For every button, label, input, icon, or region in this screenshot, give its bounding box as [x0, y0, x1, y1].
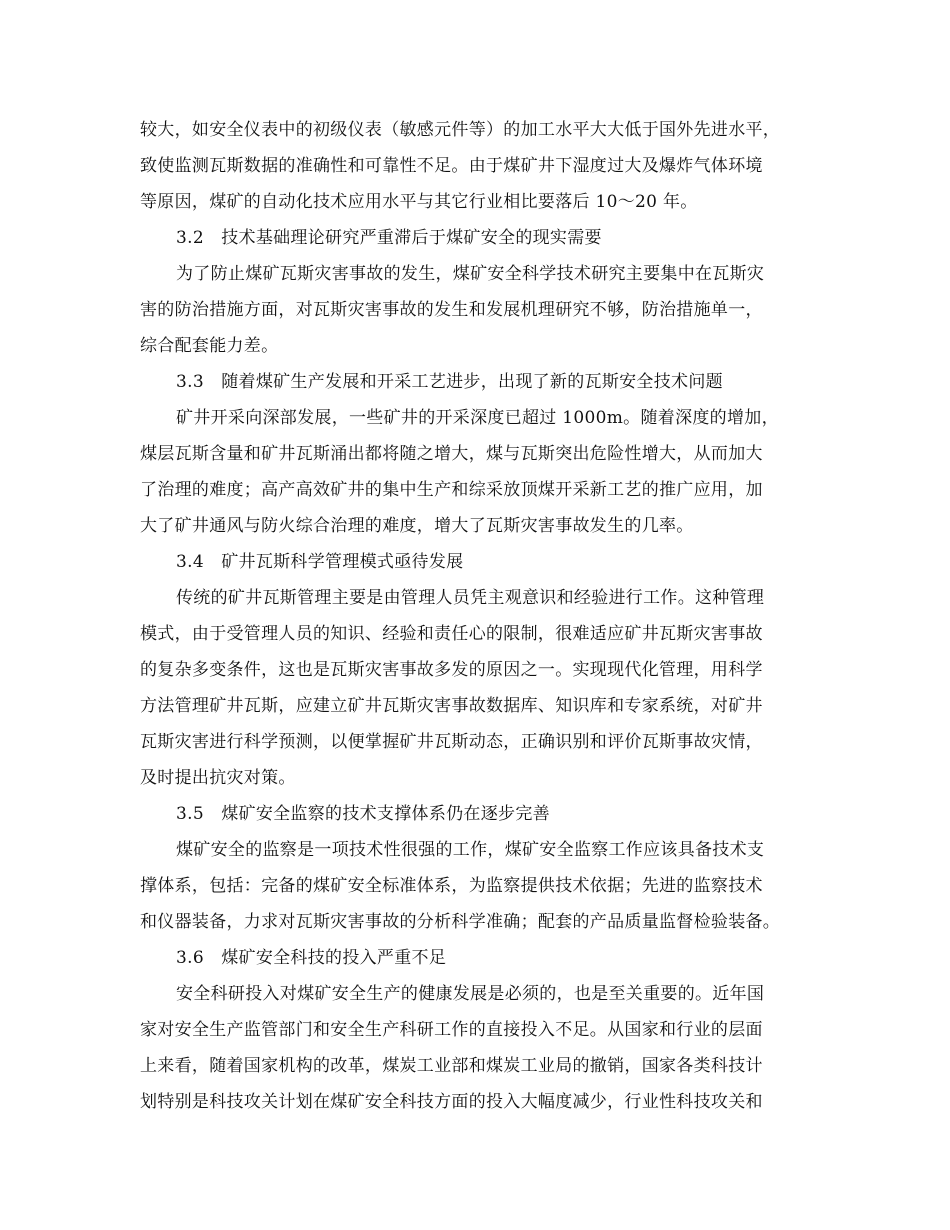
section-heading-3-4: 3.4 矿井瓦斯科学管理模式亟待发展	[176, 552, 464, 572]
section-heading-3-2: 3.2 技术基础理论研究严重滞后于煤矿安全的现实需要	[176, 228, 602, 248]
section-heading-3-6: 3.6 煤矿安全科技的投入严重不足	[176, 948, 447, 968]
paragraph-first-line: 煤矿安全的监察是一项技术性很强的工作，煤矿安全监察工作应该具备技术支	[176, 840, 765, 860]
text-line: 模式，由于受管理人员的知识、经验和责任心的限制，很难适应矿井瓦斯灾害事故	[140, 624, 763, 644]
text-line: 和仪器装备，力求对瓦斯灾害事故的分析科学准确；配套的产品质量监督检验装备。	[140, 912, 781, 932]
text-line: 方法管理矿井瓦斯，应建立矿井瓦斯灾害事故数据库、知识库和专家系统，对矿井	[140, 696, 763, 716]
section-heading-3-5: 3.5 煤矿安全监察的技术支撑体系仍在逐步完善	[176, 804, 550, 824]
section-heading-3-3: 3.3 随着煤矿生产发展和开采工艺进步，出现了新的瓦斯安全技术问题	[176, 372, 723, 392]
text-line: 致使监测瓦斯数据的准确性和可靠性不足。由于煤矿井下湿度过大及爆炸气体环境	[140, 156, 763, 176]
text-line: 综合配套能力差。	[140, 336, 279, 356]
text-line: 的复杂多变条件，这也是瓦斯灾害事故多发的原因之一。实现现代化管理，用科学	[140, 660, 763, 680]
text-line: 瓦斯灾害进行科学预测，以便掌握矿井瓦斯动态，正确识别和评价瓦斯事故灾情，	[140, 732, 763, 752]
document-body	[140, 112, 820, 1120]
text-line: 撑体系，包括：完备的煤矿安全标准体系，为监察提供技术依据；先进的监察技术	[140, 876, 763, 896]
paragraph-first-line: 矿井开采向深部发展，一些矿井的开采深度已超过 1000m。随着深度的增加，	[176, 408, 779, 428]
text-line: 煤层瓦斯含量和矿井瓦斯涌出都将随之增大，煤与瓦斯突出危险性增大，从而加大	[140, 444, 763, 464]
text-line: 划特别是科技攻关计划在煤矿安全科技方面的投入大幅度减少，行业性科技攻关和	[140, 1092, 763, 1112]
text-line: 上来看，随着国家机构的改革，煤炭工业部和煤炭工业局的撤销，国家各类科技计	[140, 1056, 763, 1076]
paragraph-first-line: 安全科研投入对煤矿安全生产的健康发展是必须的，也是至关重要的。近年国	[176, 984, 765, 1004]
paragraph-first-line: 传统的矿井瓦斯管理主要是由管理人员凭主观意识和经验进行工作。这种管理	[176, 588, 765, 608]
text-line: 较大，如安全仪表中的初级仪表（敏感元件等）的加工水平大大低于国外先进水平，	[140, 120, 781, 140]
text-line: 大了矿井通风与防火综合治理的难度，增大了瓦斯灾害事故发生的几率。	[140, 516, 694, 536]
paragraph-first-line: 为了防止煤矿瓦斯灾害事故的发生，煤矿安全科学技术研究主要集中在瓦斯灾	[176, 264, 765, 284]
text-line: 了治理的难度；高产高效矿井的集中生产和综采放顶煤开采新工艺的推广应用，加	[140, 480, 763, 500]
text-line: 等原因，煤矿的自动化技术应用水平与其它行业相比要落后 10～20 年。	[140, 192, 698, 212]
text-line: 家对安全生产监管部门和安全生产科研工作的直接投入不足。从国家和行业的层面	[140, 1020, 763, 1040]
text-line: 害的防治措施方面，对瓦斯灾害事故的发生和发展机理研究不够，防治措施单一，	[140, 300, 763, 320]
text-line: 及时提出抗灾对策。	[140, 768, 296, 788]
